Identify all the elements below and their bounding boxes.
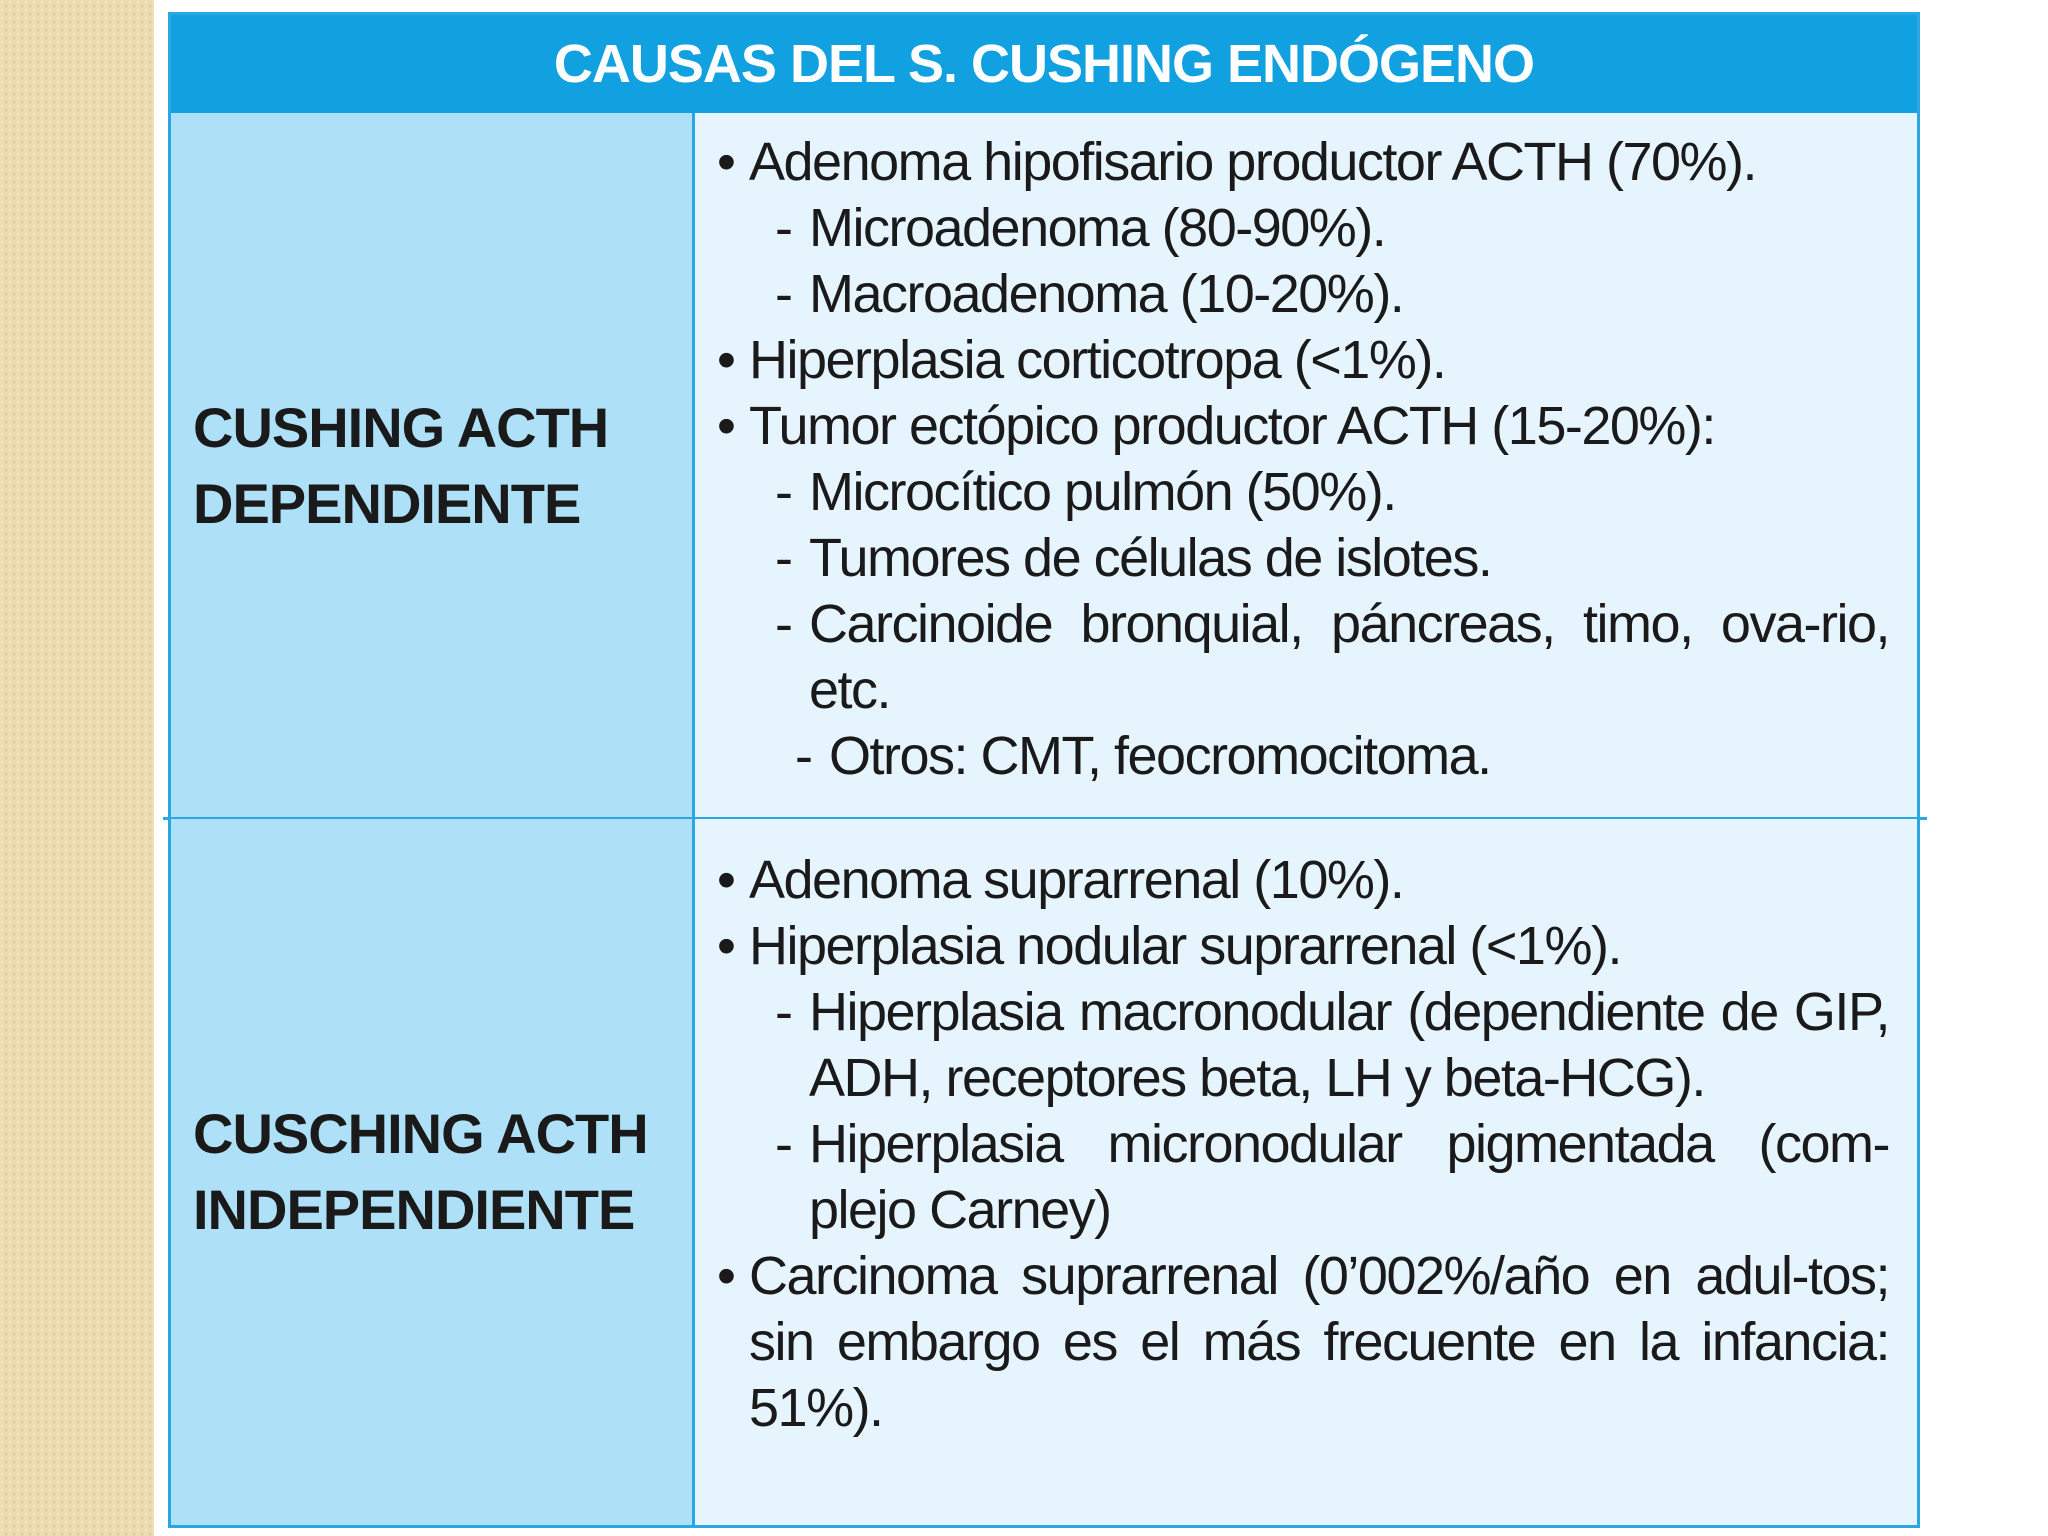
sub-list-item xyxy=(717,979,1889,1111)
decorative-side-strip xyxy=(0,0,154,1536)
list-item-text: Adenoma suprarrenal (10%). xyxy=(749,850,1404,910)
sub-list-item xyxy=(717,261,1889,327)
dash-symbol: - xyxy=(775,198,792,258)
dash-symbol: - xyxy=(795,726,812,786)
sub-list-item xyxy=(717,195,1889,261)
dash-symbol: - xyxy=(775,528,792,588)
sub-list-item-text: Macroadenoma (10-20%). xyxy=(809,264,1404,324)
dash-symbol: - xyxy=(775,982,792,1042)
row-label-line2: DEPENDIENTE xyxy=(193,472,581,535)
sub-list-item-text: Carcinoide bronquial, páncreas, timo, ova-rio, etc. xyxy=(809,594,1889,720)
sub-list-item xyxy=(717,459,1889,525)
causes-table xyxy=(168,12,1920,1528)
row-content-cell xyxy=(695,113,1917,819)
row-label-cell xyxy=(171,113,695,819)
list-item-text: Adenoma hipofisario productor ACTH (70%). xyxy=(749,132,1757,192)
dash-symbol: - xyxy=(775,594,792,654)
row-label xyxy=(193,1096,648,1248)
sub-list-item-text: Microcítico pulmón (50%). xyxy=(809,462,1396,522)
list-item xyxy=(717,393,1889,459)
list-item xyxy=(717,847,1889,913)
row-label xyxy=(193,390,608,542)
bullet-symbol: • xyxy=(717,916,735,976)
list-item xyxy=(717,913,1889,979)
row-label-line2: INDEPENDIENTE xyxy=(193,1178,635,1241)
sub-list-item xyxy=(717,1111,1889,1243)
row-content-cell xyxy=(695,819,1917,1525)
bullet-symbol: • xyxy=(717,1246,735,1306)
sub-list-item-text: Microadenoma (80-90%). xyxy=(809,198,1386,258)
table-title: CAUSAS DEL S. CUSHING ENDÓGENO xyxy=(171,15,1917,113)
dash-symbol: - xyxy=(775,462,792,522)
row-label-cell xyxy=(171,819,695,1525)
list-item xyxy=(717,327,1889,393)
bullet-symbol: • xyxy=(717,330,735,390)
table-row-acth-independent xyxy=(171,819,1917,1525)
sub-list-item-text: Hiperplasia macronodular (dependiente de GIP, ADH, receptores beta, LH y beta-HCG). xyxy=(809,982,1889,1108)
bullet-symbol: • xyxy=(717,396,735,456)
list-item-text: Hiperplasia nodular suprarrenal (<1%). xyxy=(749,916,1621,976)
table-row-acth-dependent xyxy=(171,113,1917,819)
bullet-symbol: • xyxy=(717,850,735,910)
sub-list-item-text: Otros: CMT, feocromocitoma. xyxy=(829,726,1491,786)
list-item xyxy=(717,1243,1889,1441)
list-item xyxy=(717,129,1889,195)
sub-list-item xyxy=(717,723,1889,789)
list-item-text: Hiperplasia corticotropa (<1%). xyxy=(749,330,1446,390)
list-item-text: Carcinoma suprarrenal (0’002%/año en adul-tos; sin embargo es el más frecuente en la infancia: 51%). xyxy=(749,1246,1889,1438)
row-label-line1: CUSCHING ACTH xyxy=(193,1102,648,1165)
row-label-line1: CUSHING ACTH xyxy=(193,396,609,459)
bullet-symbol: • xyxy=(717,132,735,192)
dash-symbol: - xyxy=(775,1114,792,1174)
list-item-text: Tumor ectópico productor ACTH (15-20%): xyxy=(749,396,1715,456)
sub-list-item xyxy=(717,591,1889,723)
sub-list-item xyxy=(717,525,1889,591)
sub-list-item-text: Hiperplasia micronodular pigmentada (com-plejo Carney) xyxy=(809,1114,1889,1240)
dash-symbol: - xyxy=(775,264,792,324)
sub-list-item-text: Tumores de células de islotes. xyxy=(809,528,1492,588)
